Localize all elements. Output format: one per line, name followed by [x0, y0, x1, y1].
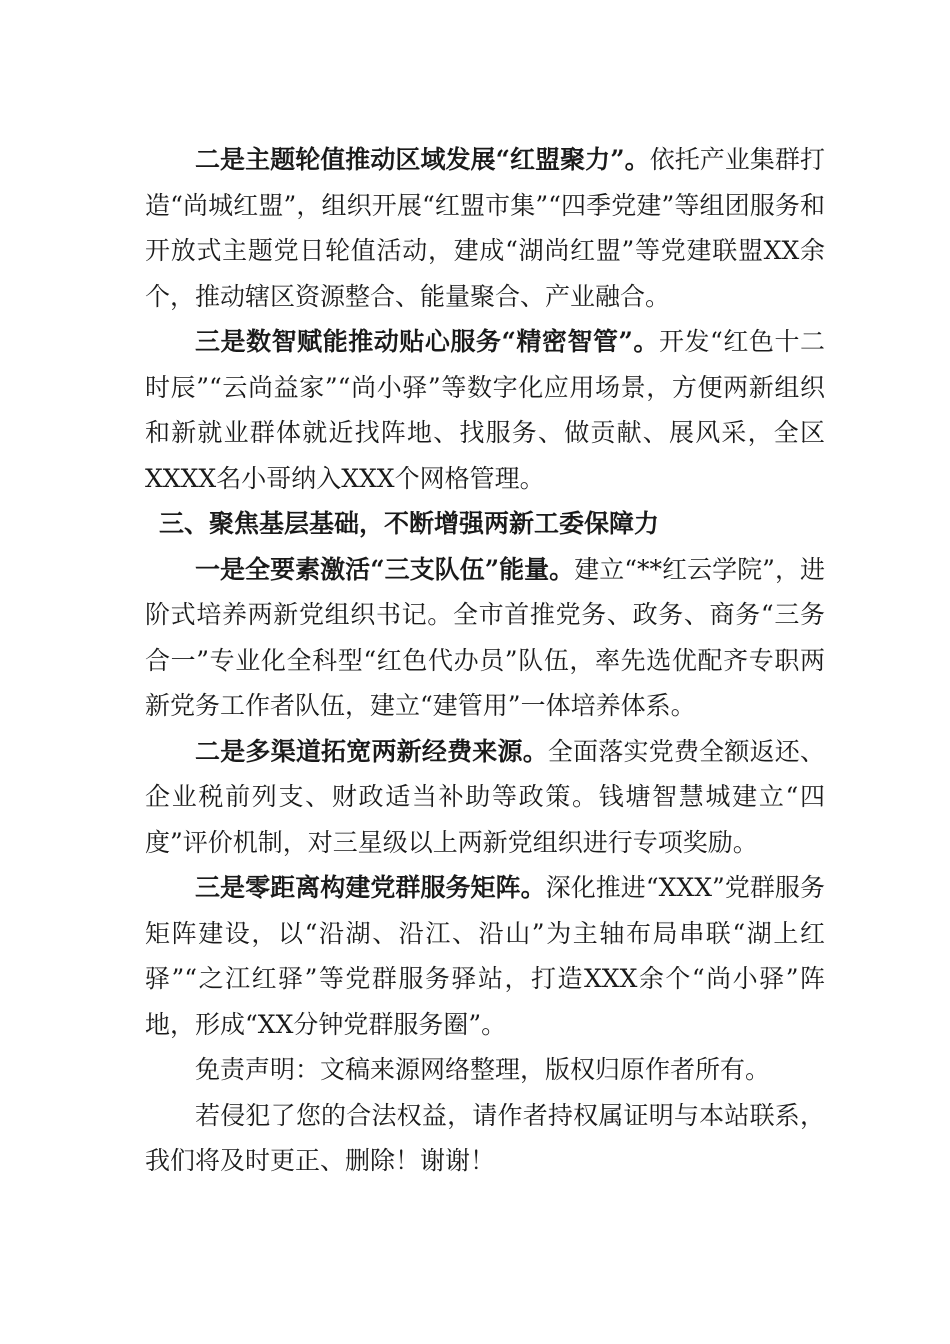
document-body	[145, 137, 825, 1184]
paragraph-text: 全面落实党费全额返还、企业税前列支、财政适当补助等政策。钱塘智慧城建立“四度”评价机制，对三星级以上两新党组织进行专项奖励。	[145, 736, 825, 857]
paragraph-lead: 三是数智赋能推动贴心服务“精密智管”。	[195, 327, 659, 356]
paragraph-lead: 一是全要素激活“三支队伍”能量。	[195, 554, 575, 584]
section-heading: 三、聚焦基层基础，不断增强两新工委保障力	[159, 509, 660, 538]
paragraph-text: 开发“红色十二时辰”“云尚益家”“尚小驿”等数字化应用场景，方便两新组织和新就业群体就近找阵地、找服务、做贡献、展风采，全区XXXX名小哥纳入XXX个网格管理。	[145, 327, 825, 493]
contact-text: 若侵犯了您的合法权益，请作者持权属证明与本站联系，我们将及时更正、删除！谢谢！	[145, 1100, 825, 1175]
paragraph-service-matrix	[145, 865, 825, 1047]
paragraph-digital-empowerment	[145, 319, 825, 501]
disclaimer-text: 免责声明：文稿来源网络整理，版权归原作者所有。	[195, 1055, 771, 1084]
paragraph-theme-rotation	[145, 137, 825, 319]
paragraph-text: 建立“**红云学院”，进阶式培养两新党组织书记。全市首推党务、政务、商务“三务合一”专业化全科型“红色代办员”队伍，率先选优配齐专职两新党务工作者队伍，建立“建管用”一体培养体系。	[145, 554, 826, 720]
paragraph-funding	[145, 729, 825, 866]
paragraph-lead: 二是主题轮值推动区域发展“红盟聚力”。	[195, 145, 650, 174]
paragraph-three-teams	[145, 547, 825, 729]
paragraph-lead: 三是零距离构建党群服务矩阵。	[195, 873, 546, 902]
paragraph-text: 深化推进“XXX”党群服务矩阵建设，以“沿湖、沿江、沿山”为主轴布局串联“湖上红驿”“之江红驿”等党群服务驿站，打造XXX余个“尚小驿”阵地，形成“XX分钟党群服务圈”。	[145, 873, 825, 1039]
paragraph-text: 依托产业集群打造“尚城红盟”，组织开展“红盟市集”“四季党建”等组团服务和开放式主题党日轮值活动，建成“湖尚红盟”等党建联盟XX余个，推动辖区资源整合、能量聚合、产业融合。	[145, 145, 825, 311]
paragraph-lead: 二是多渠道拓宽两新经费来源。	[195, 736, 548, 766]
